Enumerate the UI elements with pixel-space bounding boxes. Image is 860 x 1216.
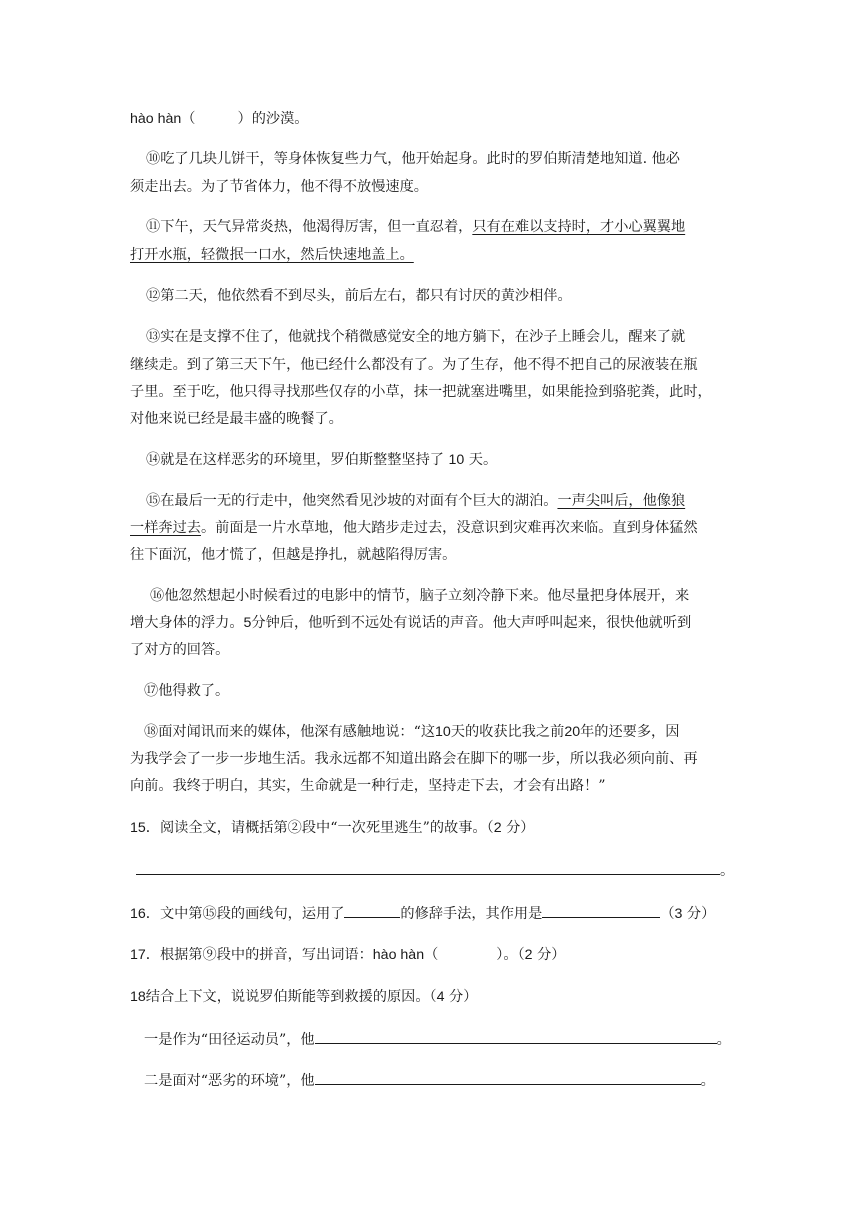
question-number: 16 (130, 906, 146, 922)
paragraph-15-line-3: 往下面沉，他才慌了，但越是挣扎，就越陷得厉害。 (130, 547, 457, 563)
paragraph-16-line-2: 增大身体的浮力。5分钟后，他听到不远处有说话的声音。他大声呼叫起来，很快他就听到 (130, 615, 692, 631)
question-18-answer-1: 一是作为“田径运动员”，他 。 (144, 1029, 744, 1049)
paragraph-15-line-2: 一样奔过去。前面是一片水草地，他大踏步走过去，没意识到灾难再次来临。直到身体猛然 (130, 520, 698, 536)
pinyin-text: hào hàn (130, 111, 182, 127)
question-15: 15．阅读全文，请概括第②段中“一次死里逃生”的故事。（2 分） (130, 820, 535, 836)
paragraph-11-line-1: ⑪下午，天气异常炎热，他渴得厉害，但一直忍着，只有在难以支持时，才小心翼翼地 (146, 219, 686, 235)
paragraph-10-line-2: 须走出去。为了节省体力，他不得不放慢速度。 (130, 179, 428, 195)
paragraph-12-line-1: ⑫第二天，他依然看不到尽头，前后左右，都只有讨厌的黄沙相伴。 (146, 288, 572, 304)
question-number: 18 (130, 989, 146, 1005)
underlined-sentence: 一样奔过去 (130, 520, 201, 536)
paragraph-16-line-3: 了对方的回答。 (130, 642, 230, 658)
question-15-answer-line[interactable]: 。 (136, 860, 736, 880)
question-18: 18结合上下文，说说罗伯斯能等到救援的原因。（4 分） (130, 989, 478, 1005)
underlined-sentence: 一声尖叫后，他像狼 (557, 493, 686, 509)
rhetoric-blank[interactable] (344, 903, 400, 918)
answer-blank[interactable] (315, 1029, 717, 1044)
paragraph-16-line-1: ⑯他忽然想起小时候看过的电影中的情节，脑子立刻冷静下来。他尽量把身体展开，来 (150, 588, 690, 604)
effect-blank[interactable] (542, 903, 660, 918)
paragraph-13-line-3: 子里。至于吃，他只得寻找那些仅存的小草，抹一把就塞进嘴里，如果能捡到骆驼粪，此时， (130, 384, 712, 400)
answer-blank[interactable] (136, 860, 720, 875)
paragraph-13-line-2: 继续走。到了第三天下午，他已经什么都没有了。为了生存，他不得不把自己的尿液装在瓶 (130, 357, 698, 373)
paragraph-15-line-1: ⑮在最后一无的行走中，他突然看见沙坡的对面有个巨大的湖泊。一声尖叫后，他像狼 (146, 493, 686, 509)
pinyin-text: hào hàn (372, 947, 425, 963)
paragraph-10-line-1: ⑩吃了几块儿饼干，等身体恢复些力气，他开始起身。此时的罗伯斯清楚地知道. 他必 (146, 151, 680, 167)
question-16: 16．文中第⑮段的画线句，运用了 的修辞手法，其作用是 （3 分） (130, 903, 730, 923)
paragraph-17-line-1: ⑰他得救了。 (144, 683, 230, 699)
question-17: 17．根据第⑨段中的拼音，写出词语：hào hàn（ ）。（2 分） (130, 947, 566, 963)
question-number: 17 (130, 947, 146, 963)
paragraph-13-line-1: ⑬实在是支撑不住了，他就找个稍微感觉安全的地方躺下，在沙子上睡会儿，醒来了就 (146, 329, 686, 345)
answer-blank[interactable] (315, 1070, 701, 1085)
paragraph-9-tail: hào hàn（ ）的沙漠。 (130, 111, 309, 127)
paragraph-14-line-1: ⑭就是在这样恶劣的环境里，罗伯斯整整坚持了 10 天。 (146, 452, 498, 468)
underlined-sentence: 只有在难以支持时，才小心翼翼地 (472, 219, 686, 235)
question-number: 15 (130, 820, 146, 836)
paragraph-18-line-2: 为我学会了一步一步地生活。我永远都不知道出路会在脚下的哪一步，所以我必须向前、再 (130, 751, 698, 767)
paragraph-18-line-1: ⑱面对闻讯而来的媒体，他深有感触地说：“这10天的收获比我之前20年的还要多，因 (144, 724, 680, 740)
paragraph-11-line-2 (130, 245, 730, 265)
underlined-sentence: 打开水瓶，轻微抿一口水，然后快速地盖上。 (130, 247, 414, 263)
paragraph-18-line-3: 向前。我终于明白，其实，生命就是一种行走，坚持走下去，才会有出路！” (130, 778, 606, 794)
question-18-answer-2: 二是面对“恶劣的环境”，他 。 (144, 1070, 744, 1090)
paragraph-13-line-4: 对他来说已经是最丰盛的晚餐了。 (130, 411, 343, 427)
